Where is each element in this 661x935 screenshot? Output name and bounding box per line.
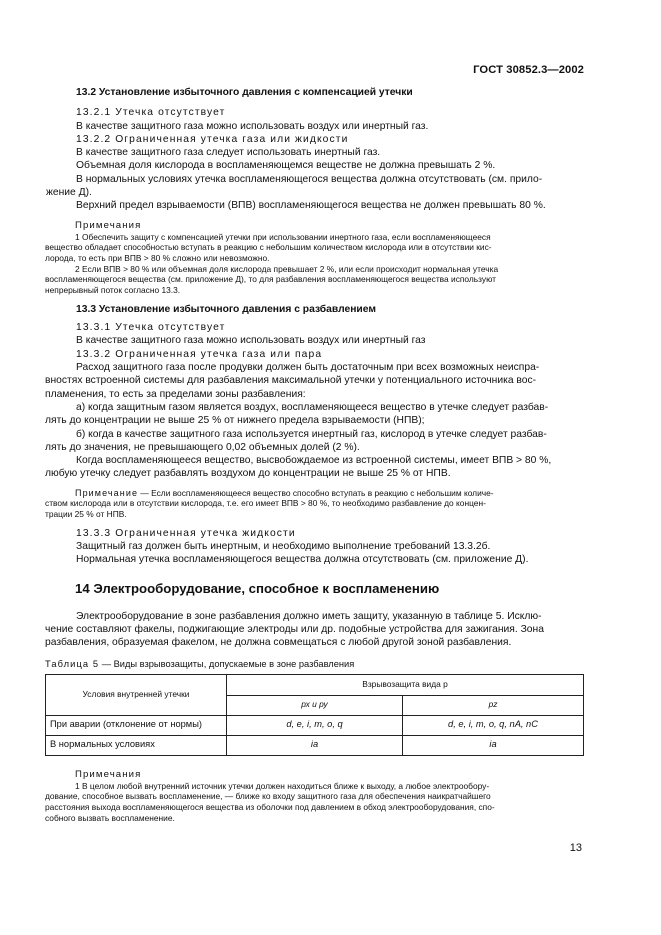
table-caption-label: Таблица 5: [45, 658, 100, 669]
paragraph: В качестве защитного газа следует использовать инертный газ.: [76, 147, 381, 159]
cell-pz: d, e, i, m, o, q, nA, nC: [403, 715, 584, 735]
protection-table: [45, 674, 584, 756]
paragraph: любую утечку следует разбавлять воздухом до концентрации не выше 25 % от НПВ.: [45, 468, 451, 480]
note-line: дование, способное вызвать воспламенение, — ближе ко входу защитного газа для обеспечения наикратчайшего: [45, 791, 491, 802]
list-item-a-cont: лять до концентрации не выше 25 % от нижнего предела взрываемости (НПВ);: [45, 415, 425, 427]
note-line: 1 В целом любой внутренний источник утечки должен находиться ближе к выходу, а любое электрообору-: [75, 780, 490, 791]
subsection-13-2-1: 13.2.1 Утечка отсутствует: [76, 107, 226, 119]
note-line: ством кислорода или в отсутствии кислорода, т.е. его имеет ВПВ > 80 %, то необходимо разбавление до концен-: [45, 498, 486, 509]
note-line: [75, 488, 584, 499]
table-caption-text: — Виды взрывозащиты, допускаемые в зоне разбавления: [99, 658, 355, 669]
note-line: расстояния выхода воспламеняющегося вещества из оболочки под давлением в обход электрооборудования, спо-: [45, 802, 495, 813]
list-item-b-cont: лять до значения, не превышающего 0,02 объемных долей (2 %).: [45, 441, 360, 453]
list-item-a: а) когда защитным газом является воздух, воспламеняющееся вещество в утечке следует разбав-: [76, 401, 549, 413]
paragraph: разбавления, образуемая факелом, не должна совмещаться с любой другой зоной разбавления.: [45, 637, 512, 649]
section-13-2-title: 13.2 Установление избыточного давления с компенсацией утечки: [76, 87, 413, 98]
paragraph: жение Д).: [46, 187, 92, 199]
note-line: 2 Если ВПВ > 80 % или объемная доля кислорода превышает 2 %, или если происходит нормальная утечка: [75, 263, 499, 274]
page-content: [45, 86, 584, 823]
header-pz: pz: [403, 695, 584, 715]
paragraph: В качестве защитного газа можно использовать воздух или инертный газ: [76, 335, 426, 347]
note-line: собного вызвать воспламенение.: [45, 812, 175, 823]
paragraph: чение составляют факелы, поджигающие электроды или др. подобные устройства для зажигания. Зона: [45, 624, 544, 636]
cell-condition: При аварии (отклонение от нормы): [46, 715, 227, 735]
paragraph: Когда воспламеняющееся вещество, высвобождаемое из встроенной системы, имеет ВПВ > 80 %,: [76, 455, 552, 467]
paragraph: Расход защитного газа после продувки должен быть достаточным при всех возможных неиспра-: [76, 362, 540, 374]
section-13-3-title: 13.3 Установление избыточного давления с разбавлением: [76, 303, 376, 315]
paragraph: пламенения, то есть за пределами зоны разбавления:: [45, 388, 306, 400]
header-px-py: рх и ру: [227, 695, 403, 715]
cell-px: d, e, i, m, o, q: [227, 715, 403, 735]
cell-pz: ia: [403, 735, 584, 755]
note-line: воспламеняющегося вещества (см. приложение Д), то для разбавления воспламеняющегося вещества используют: [45, 274, 497, 285]
note-line: лорода, то есть при ВПВ > 80 % сложно или невозможно.: [45, 253, 270, 264]
subsection-13-3-3: 13.3.3 Ограниченная утечка жидкости: [76, 527, 296, 539]
notes-title: Примечания: [75, 768, 142, 780]
notes-block-13-2: [45, 219, 584, 296]
header-conditions: Условия внутренней утечки: [46, 674, 227, 715]
header-protection-group: Взрывозащита вида р: [227, 674, 584, 695]
subsection-13-3-2: 13.3.2 Ограниченная утечка газа или пара: [76, 348, 323, 360]
paragraph: Защитный газ должен быть инертным, и необходимо выполнение требований 13.3.2б.: [76, 541, 491, 553]
note-line: трации 25 % от НПВ.: [45, 509, 127, 520]
section-14-title: 14 Электрооборудование, способное к воспламенению: [75, 580, 440, 596]
paragraph: вностях встроенной системы для разбавления максимальной утечки у потенциального источника вос-: [45, 375, 537, 387]
notes-title: Примечания: [75, 219, 142, 231]
paragraph: Верхний предел взрываемости (ВПВ) воспламеняющегося вещества не должен превышать 80 %.: [76, 200, 546, 212]
paragraph: Электрооборудование в зоне разбавления должно иметь защиту, указанную в таблице 5. Исклю-: [76, 610, 542, 622]
paragraph: Нормальная утечка воспламеняющегося вещества должна отсутствовать (см. приложение Д).: [76, 554, 529, 566]
note-text: — Если воспламеняющееся вещество способно вступать в реакцию с небольшим количе-: [138, 487, 494, 498]
final-notes-block: [45, 768, 584, 824]
table-header-row: [46, 674, 584, 695]
paragraph: Объемная доля кислорода в воспламеняющемся веществе не должна превышать 2 %.: [76, 160, 496, 172]
list-item-b: б) когда в качестве защитного газа используется инертный газ, кислород в утечке следует разбав-: [76, 428, 547, 440]
note-label: Примечание: [75, 487, 139, 498]
note-line: непрерывный поток согласно 13.3.: [45, 285, 181, 296]
standard-header: ГОСТ 30852.3—2002: [473, 64, 584, 76]
note-line: 1 Обеспечить защиту с компенсацией утечки при использовании инертного газа, если воспламеняющееся: [75, 231, 491, 242]
cell-condition: В нормальных условиях: [46, 735, 227, 755]
table-row: [46, 715, 584, 735]
subsection-13-2-2: 13.2.2 Ограниченная утечка газа или жидкости: [76, 133, 349, 145]
paragraph: В нормальных условиях утечка воспламеняющегося вещества должна отсутствовать (см. прило-: [76, 173, 543, 185]
cell-px: ia: [227, 735, 403, 755]
table-caption: [45, 658, 584, 670]
paragraph: В качестве защитного газа можно использовать воздух или инертный газ.: [76, 120, 429, 132]
subsection-13-3-1: 13.3.1 Утечка отсутствует: [76, 322, 226, 334]
note-13-3-2: [45, 487, 584, 520]
table-row: [46, 735, 584, 755]
page-number: 13: [569, 842, 582, 854]
note-line: вещество обладает способностью вступать в реакцию с небольшим количеством кислорода или в отсутствии кис-: [45, 242, 492, 253]
